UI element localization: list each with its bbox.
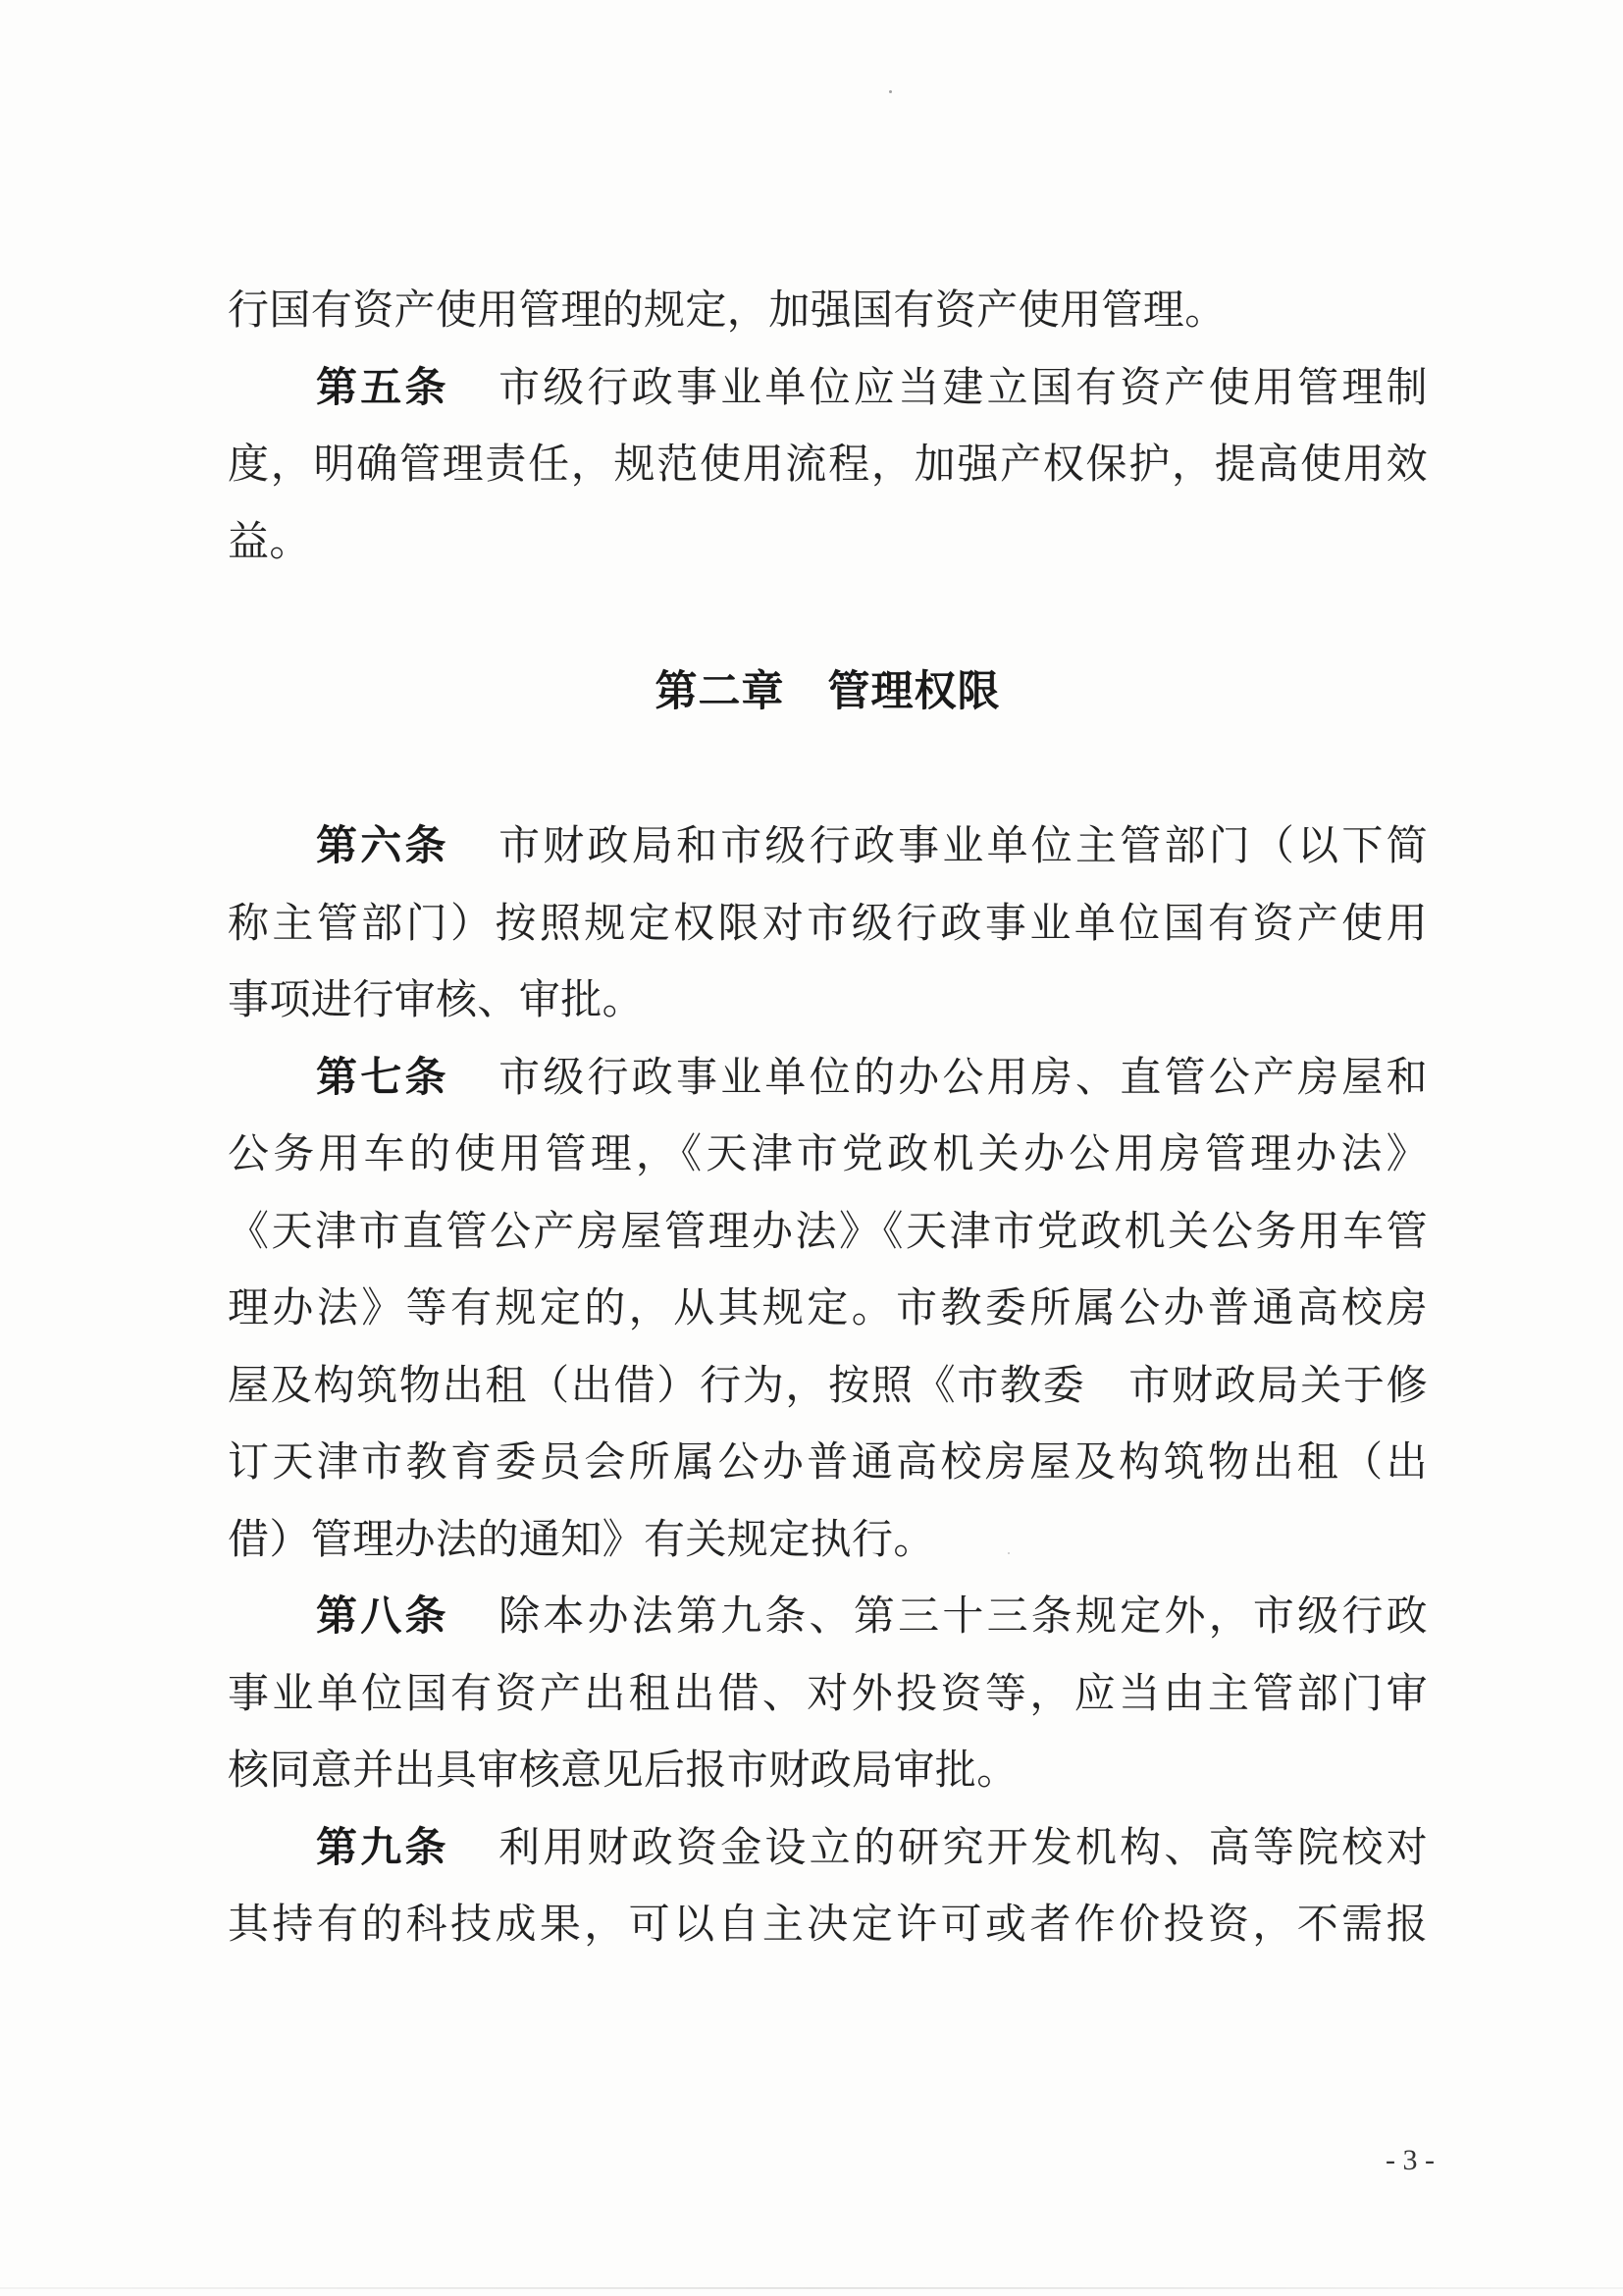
chapter-title: 第二章 管理权限 [654, 667, 1001, 716]
text-line: 《天津市直管公产房屋管理办法》《天津市党政机关公务用车管 [228, 1206, 1428, 1255]
text-line [228, 808, 1428, 885]
text-line: 行国有资产使用管理的规定，加强国有资产使用管理。 [228, 286, 1227, 334]
document-body [228, 272, 1428, 1963]
article-text: 市级行政事业单位应当建立国有资产使用管理制 [498, 362, 1429, 411]
article-9 [228, 1809, 1428, 1963]
article-5 [228, 349, 1428, 581]
article-text: 除本办法第九条、第三十三条规定外，市级行政 [498, 1592, 1429, 1640]
article-label: 第九条 [316, 1822, 449, 1871]
text-line: 其持有的科技成果，可以自主决定许可或者作价投资，不需报 [228, 1900, 1428, 1948]
article-text: 市级行政事业单位的办公用房、直管公产房屋和 [498, 1052, 1429, 1101]
article-label: 第五条 [316, 362, 449, 411]
text-line [228, 1809, 1428, 1887]
text-line: 益。 [228, 516, 311, 565]
text-line [228, 349, 1428, 427]
text-line: 核同意并出具审核意见后报市财政局审批。 [228, 1746, 1019, 1794]
text-line: 订天津市教育委员会所属公办普通高校房屋及构筑物出租（出 [228, 1437, 1428, 1486]
scan-edge-line [0, 2287, 1623, 2289]
article-label: 第六条 [316, 821, 449, 869]
text-line: 借）管理办法的通知》有关规定执行。 [228, 1514, 935, 1563]
scan-speck [889, 90, 892, 93]
text-line: 事项进行审核、审批。 [228, 975, 645, 1023]
article-7 [228, 1039, 1428, 1579]
article-label: 第七条 [316, 1052, 449, 1101]
article-8 [228, 1578, 1428, 1809]
text-line: 度，明确管理责任，规范使用流程，加强产权保护，提高使用效 [228, 440, 1428, 488]
text-line: 理办法》等有规定的，从其规定。市教委所属公办普通高校房 [228, 1283, 1428, 1331]
article-text: 市财政局和市级行政事业单位主管部门（以下简 [498, 821, 1429, 869]
text-line: 称主管部门）按照规定权限对市级行政事业单位国有资产使用 [228, 898, 1428, 947]
page-number: - 3 - [1386, 2144, 1435, 2176]
text-line: 事业单位国有资产出租出借、对外投资等，应当由主管部门审 [228, 1668, 1428, 1717]
article-label: 第八条 [316, 1592, 449, 1640]
scan-speck [1008, 1552, 1010, 1554]
article-6 [228, 808, 1428, 1039]
paragraph-continuation [228, 272, 1428, 349]
text-line: 公务用车的使用管理，《天津市党政机关办公用房管理办法》 [228, 1129, 1428, 1177]
text-line [228, 1578, 1428, 1655]
text-line [228, 1039, 1428, 1117]
article-text: 利用财政资金设立的研究开发机构、高等院校对 [498, 1822, 1429, 1871]
text-line: 屋及构筑物出租（出借）行为，按照《市教委 市财政局关于修 [228, 1360, 1428, 1409]
